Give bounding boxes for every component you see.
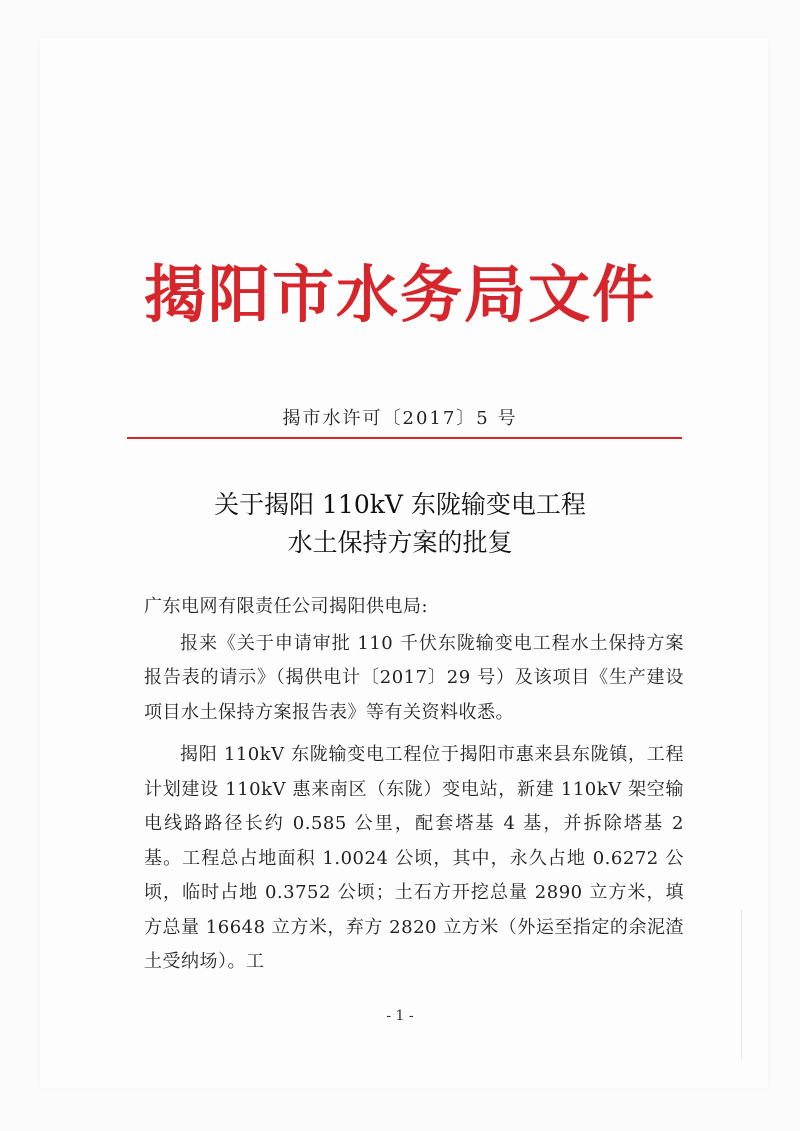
red-divider-line <box>127 437 682 439</box>
issuer-heading: 揭阳市水务局文件 <box>143 258 656 331</box>
document-body <box>144 590 684 988</box>
title-line-1: 关于揭阳 110kV 东陇输变电工程 <box>214 490 586 519</box>
paragraph-1: 报来《关于申请审批 110 千伏东陇输变电工程水土保持方案报告表的请示》（揭供电计〔2017〕29 号）及该项目《生产建设项目水土保持方案报告表》等有关资料收悉。 <box>144 632 684 723</box>
title-line-2: 水土保持方案的批复 <box>287 528 513 557</box>
paragraph-2: 揭阳 110kV 东陇输变电工程位于揭阳市惠来县东陇镇，工程计划建设 110kV 惠来南区（东陇）变电站，新建 110kV 架空输电线路路径长约 0.585 公里，配套塔基 4 基，并拆除塔基 2 基。工程总占地面积 1.0024 公顷，其中，永久占地 0.6272 公顷，临时占地 0.3752 公顷；土石方开挖总量 2890 立方米，填方总量 16648 立方米，弃方 2820 立方米（外运至指定的余泥渣土受纳场）。工 <box>144 744 684 972</box>
salutation: 广东电网有限责任公司揭阳供电局: <box>144 596 429 617</box>
scan-edge-mark <box>741 910 742 1060</box>
document-number: 揭市水许可〔2017〕5 号 <box>282 408 518 429</box>
document-title <box>0 486 800 562</box>
page-number: - 1 - <box>386 1008 414 1024</box>
